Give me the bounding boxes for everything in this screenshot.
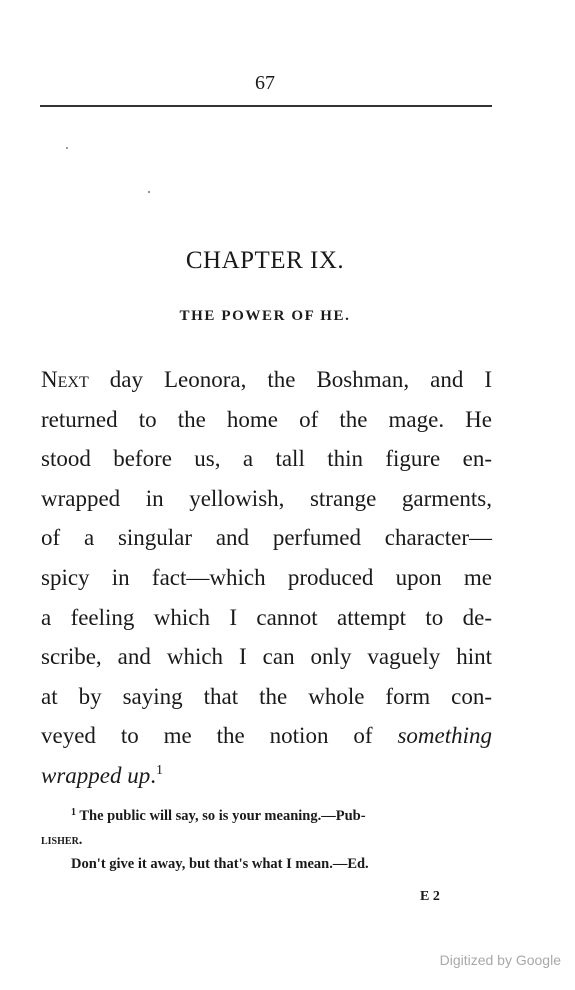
- body-line: stood before us, a tall thin figure en-: [41, 446, 492, 472]
- body-line: returned to the home of the mage. He: [41, 406, 492, 432]
- chapter-heading: CHAPTER IX.: [185, 247, 345, 274]
- body-line: spicy in fact—which produced upon me: [41, 564, 492, 590]
- footnote-line: Don't give it away, but that's what I mean.—Ed.: [71, 856, 369, 872]
- lead-word: Next: [41, 367, 89, 392]
- scan-speck: [66, 147, 68, 149]
- body-text: [41, 360, 492, 796]
- body-line: wrapped in yellowish, strange garments,: [41, 485, 492, 511]
- italic-text: wrapped up: [41, 762, 151, 788]
- signature-mark: E 2: [420, 889, 440, 904]
- scan-speck: [148, 191, 150, 193]
- body-line: [41, 756, 492, 796]
- line-text: day Leonora, the Boshman, and I: [88, 367, 492, 392]
- body-line: a feeling which I cannot attempt to de-: [41, 604, 492, 630]
- body-line: of a singular and perfumed character—: [41, 525, 492, 551]
- footnote: [41, 804, 492, 876]
- watermark: Digitized by Google: [439, 952, 561, 968]
- body-line: at by saying that the whole form con-: [41, 683, 492, 709]
- body-line: [41, 360, 492, 400]
- footnote-text: The public will say, so is your meaning.—Pub-: [79, 808, 366, 824]
- line-text: veyed to me the notion of: [41, 723, 398, 749]
- line-text: .: [150, 762, 156, 788]
- chapter-subtitle: THE POWER OF HE.: [179, 308, 351, 324]
- footnote-line: [41, 804, 492, 828]
- body-line: scribe, and which I can only vaguely hint: [41, 644, 492, 670]
- body-line: [41, 716, 492, 756]
- footnote-reference[interactable]: 1: [156, 762, 163, 778]
- italic-text: something: [397, 723, 492, 749]
- footnote-line: lisher.: [41, 832, 83, 848]
- footnote-marker: 1: [71, 807, 76, 818]
- page-number: 67: [255, 72, 275, 94]
- header-rule: [40, 105, 492, 107]
